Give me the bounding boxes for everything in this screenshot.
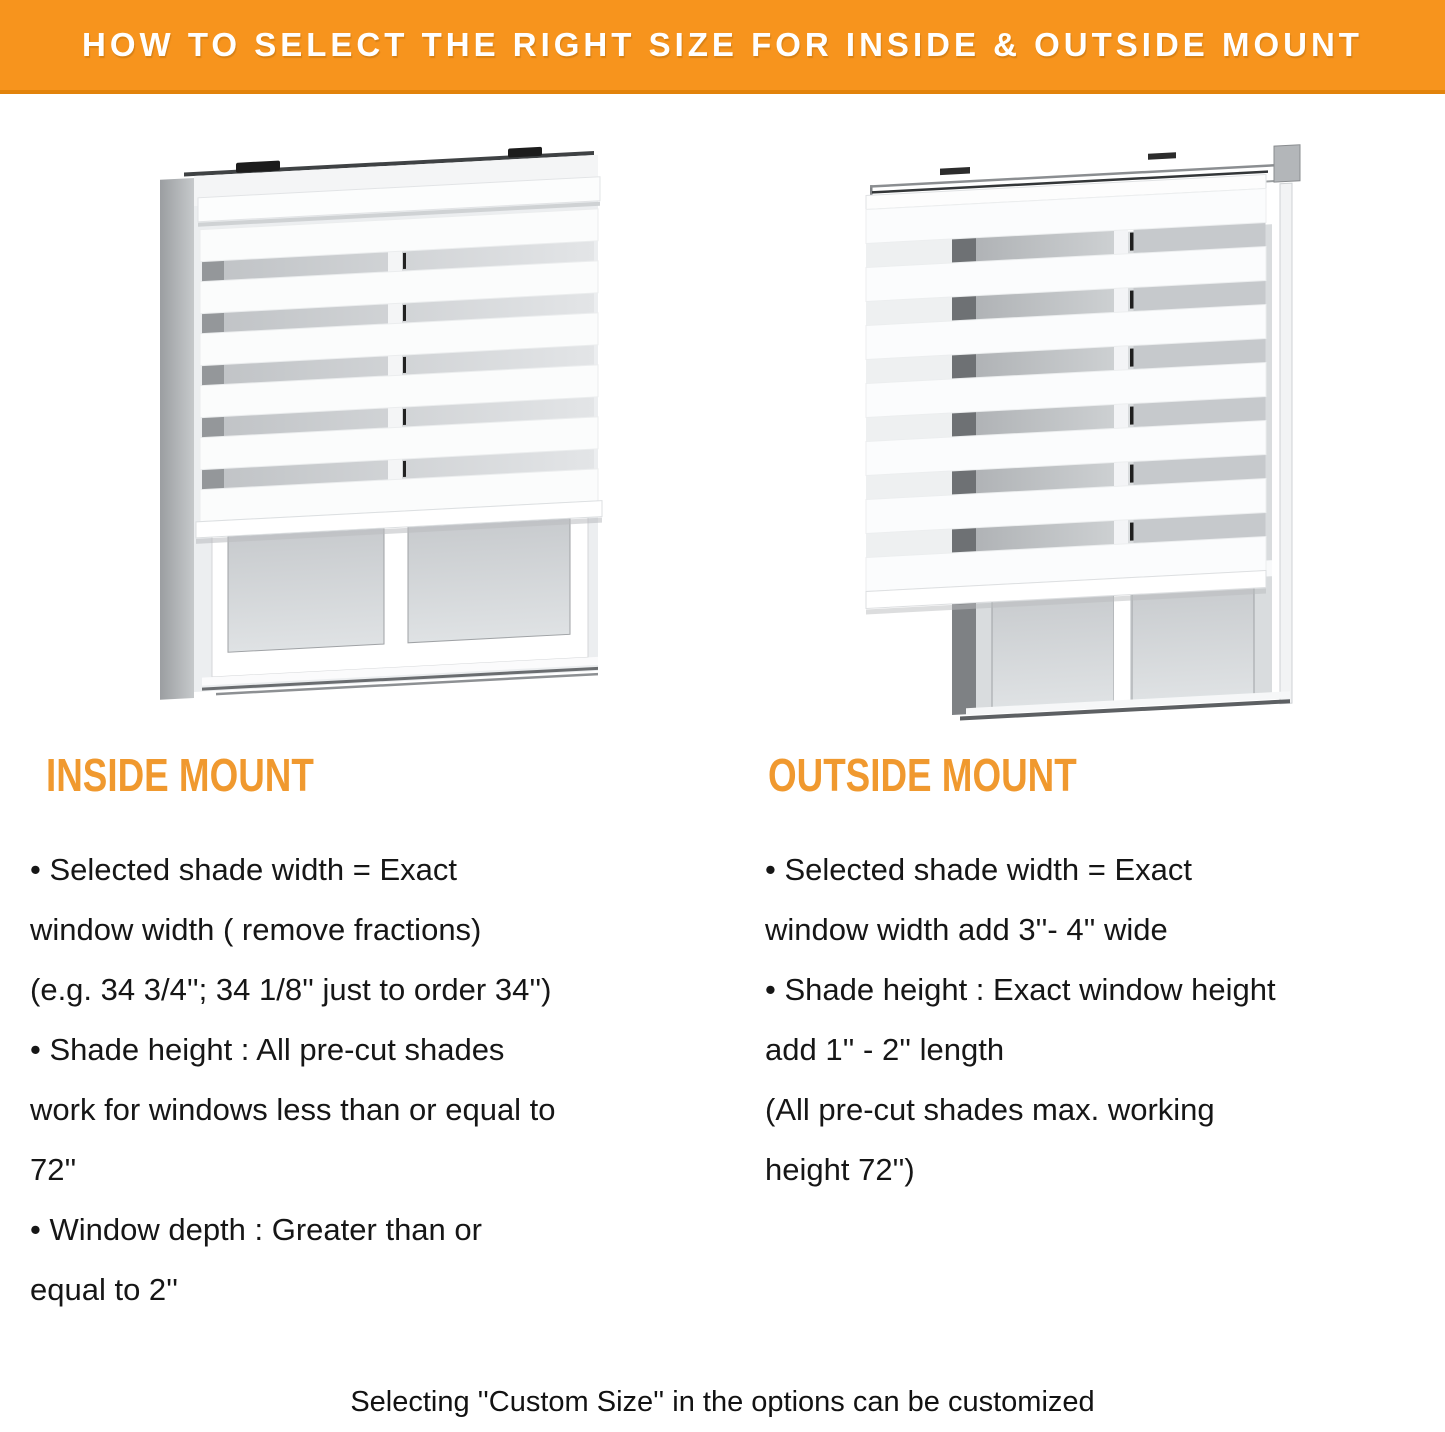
outside-mount-instructions (765, 840, 1425, 1200)
text-line: height 72'') (765, 1152, 915, 1187)
inside-mount-heading: INSIDE MOUNT (46, 749, 314, 801)
text-line: window width ( remove fractions) (30, 912, 482, 947)
window-jamb (160, 178, 194, 700)
zebra-shade (196, 177, 602, 544)
text-line: add 1'' - 2'' length (765, 1032, 1005, 1067)
text-line: work for windows less than or equal to (30, 1092, 556, 1127)
text-line: • Shade height : Exact window height (765, 972, 1276, 1007)
text-line: • Selected shade width = Exact (765, 852, 1193, 887)
window-frame (160, 144, 602, 700)
page-title: HOW TO SELECT THE RIGHT SIZE FOR INSIDE & OUTSIDE MOUNT (82, 26, 1363, 63)
text-line: 72'' (30, 1152, 77, 1187)
header-banner (0, 0, 1445, 94)
bracket-icon (1148, 152, 1176, 159)
outside-mount-illustration (852, 138, 1312, 738)
text-line: (All pre-cut shades max. working (765, 1092, 1215, 1127)
outside-mount-heading: OUTSIDE MOUNT (768, 749, 1077, 801)
text-line: equal to 2'' (30, 1272, 179, 1307)
inside-mount-illustration (150, 142, 630, 702)
text-line: (e.g. 34 3/4''; 34 1/8'' just to order 34'') (30, 972, 552, 1007)
text-line: • Selected shade width = Exact (30, 852, 458, 887)
bracket-icon (940, 167, 970, 175)
custom-size-note: Selecting ''Custom Size'' in the options can be customized (350, 1386, 1095, 1418)
text-line: • Window depth : Greater than or (30, 1212, 482, 1247)
bracket-icon (508, 147, 542, 158)
text-line: window width add 3''- 4'' wide (765, 912, 1168, 947)
zebra-shade (866, 170, 1268, 614)
text-line: • Shade height : All pre-cut shades (30, 1032, 505, 1067)
window-frame (866, 145, 1300, 726)
inside-mount-instructions (30, 840, 730, 1320)
end-cap (1274, 145, 1300, 182)
